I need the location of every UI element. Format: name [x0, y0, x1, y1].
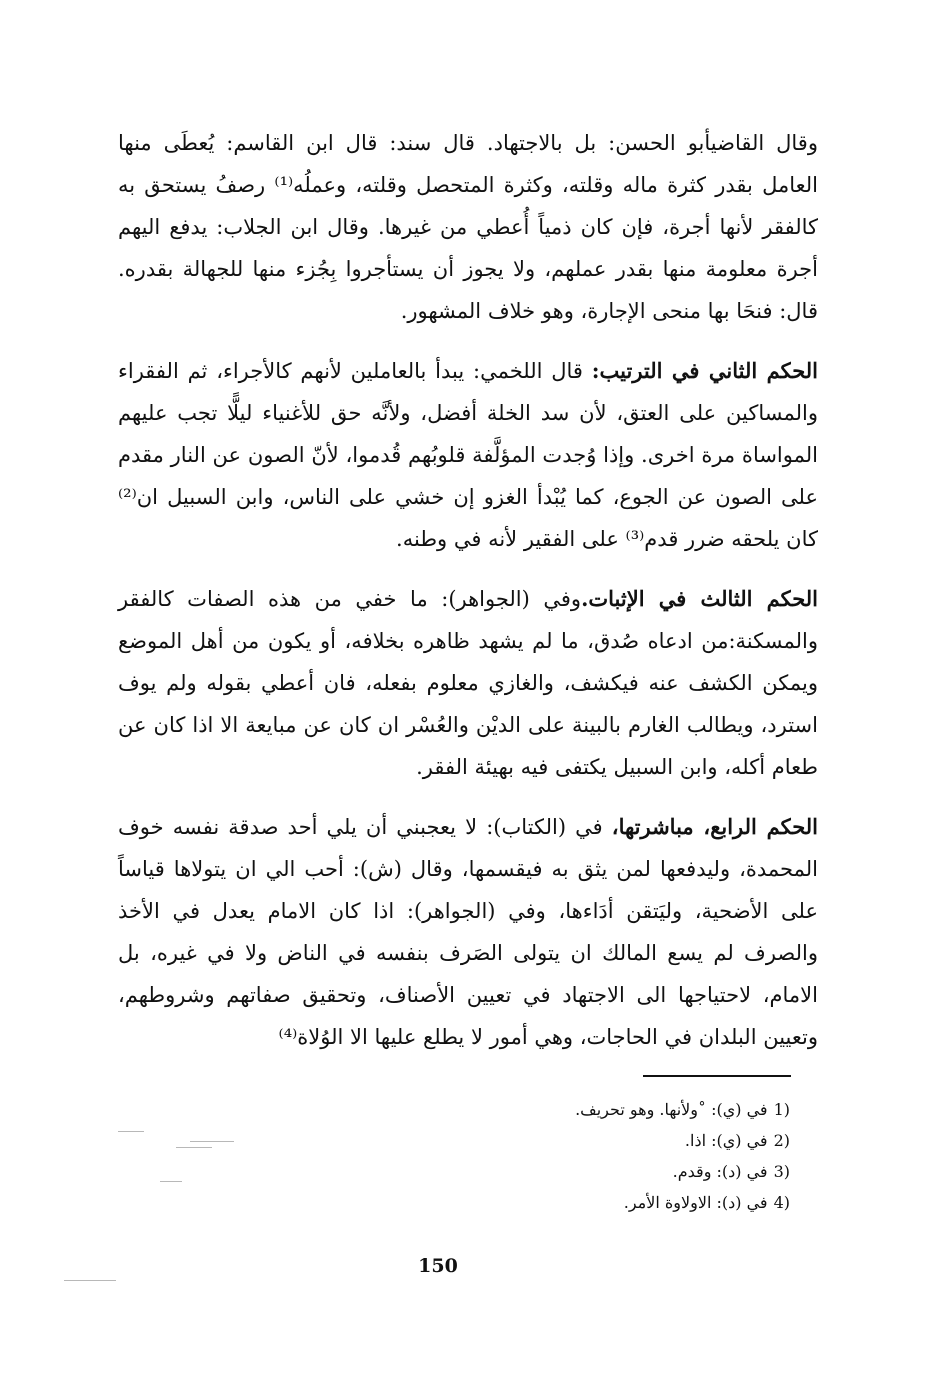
footnote-2-text: في (ي): اذا. — [684, 1131, 768, 1150]
footnote-2 — [470, 1125, 790, 1156]
footnote-2-number: 2) — [773, 1131, 790, 1150]
paragraph-3-lead: الحكم الثالث في الإثبات. — [581, 586, 818, 611]
footnote-4-text: في (د): الاولاوة الأمر. — [623, 1193, 768, 1212]
footnote-3 — [470, 1156, 790, 1187]
paragraph-2 — [118, 350, 818, 560]
paragraph-1 — [118, 122, 818, 332]
paragraph-2-text: قال اللخمي: يبدأ بالعاملين لأنهم كالأجراء، ثم الفقراء والمساكين على العتق، لأن سد الخلة أفضل، ولأنَّه حق للأغنياء ليلًّا تجب عليهم المواساة مرة اخرى. وإذا وُجدت المؤلَّفة قلوبُهم قُدموا، لأنّ الصون عن النار مقدم على الصون عن الجوع، كما يُبْدأ الغزو إن خشي على الناس، وابن السبيل ان⁽²⁾ كان يلحقه ضرر قدم⁽³⁾ على الفقير لأنه في وطنه. — [118, 359, 818, 551]
footnote-4 — [470, 1187, 790, 1218]
paragraph-3-text: وفي (الجواهر): ما خفي من هذه الصفات كالفقر والمسكنة:من ادعاه صُدق، ما لم يشهد ظاهره بخلافه، أو يكون من أهل الموضع ويمكن الكشف عنه فيكشف، والغازي معلوم بفعله، فان أعطي بقوله ولم يوف استرد، ويطالب الغارم بالبينة على الديْن والعُسْر ان كان عن مبايعة الا اذا كان عن طعام أكله، وابن السبيل يكتفى فيه بهيئة الفقر. — [118, 587, 818, 779]
main-text — [118, 122, 818, 1076]
footnote-3-number: 3) — [773, 1162, 790, 1181]
scan-mark — [190, 1141, 234, 1142]
paragraph-4-lead: الحكم الرابع، مباشرتها، — [611, 814, 818, 839]
footnote-separator — [643, 1075, 791, 1077]
scan-mark — [160, 1181, 182, 1182]
footnote-1-number: 1) — [773, 1100, 790, 1119]
scan-mark — [118, 1131, 144, 1132]
paragraph-4-text: في (الكتاب): لا يعجبني أن يلي أحد صدقة نفسه خوف المحمدة، وليدفعها لمن يثق به فيقسمها، وقال (ش): أحب الي ان يتولاها قياساً على الأضحية، وليَتقن أدَاءها، وفي (الجواهر): اذا كان الامام يعدل في الأخذ والصرف لم يسع المالك ان يتولى الصَرف بنفسه في الناض ولا في غيره، بل الامام، لاحتياجها الى الاجتهاد في تعيين الأصناف، وتحقيق صفاتهم وشروطهم، وتعيين البلدان في الحاجات، وهي أمور لا يطلع عليها الا الوُلاة⁽⁴⁾ — [118, 815, 818, 1049]
footnote-1 — [470, 1094, 790, 1125]
footnotes — [470, 1094, 790, 1218]
paragraph-2-lead: الحكم الثاني في الترتيب: — [591, 358, 818, 383]
page-number: 150 — [418, 1255, 458, 1277]
scan-mark — [176, 1147, 212, 1148]
footnote-3-text: في (د): وقدم. — [672, 1162, 768, 1181]
paragraph-3 — [118, 578, 818, 788]
footnote-4-number: 4) — [773, 1193, 790, 1212]
paragraph-4 — [118, 806, 818, 1058]
footnote-1-text: في (ي): ˚ولأنها. وهو تحريف. — [575, 1100, 768, 1119]
paragraph-1-text: وقال القاضيأبو الحسن: بل بالاجتهاد. قال سند: قال ابن القاسم: يُعطَى منها العامل بقدر كثرة ماله وقلته، وكثرة المتحصل وقلته، وعملُه⁽¹⁾ رصفُ يستحق به كالفقر لأنها أجرة، فإن كان ذمياً أُعطي من غيرها. وقال ابن الجلاب: يدفع اليهم أجرة معلومة منها بقدر عملهم، ولا يجوز أن يستأجروا بِجُزء منها للجهالة بقدره. قال: فنحَا بها منحى الإجارة، وهو خلاف المشهور. — [118, 131, 818, 323]
scan-mark — [64, 1280, 116, 1281]
